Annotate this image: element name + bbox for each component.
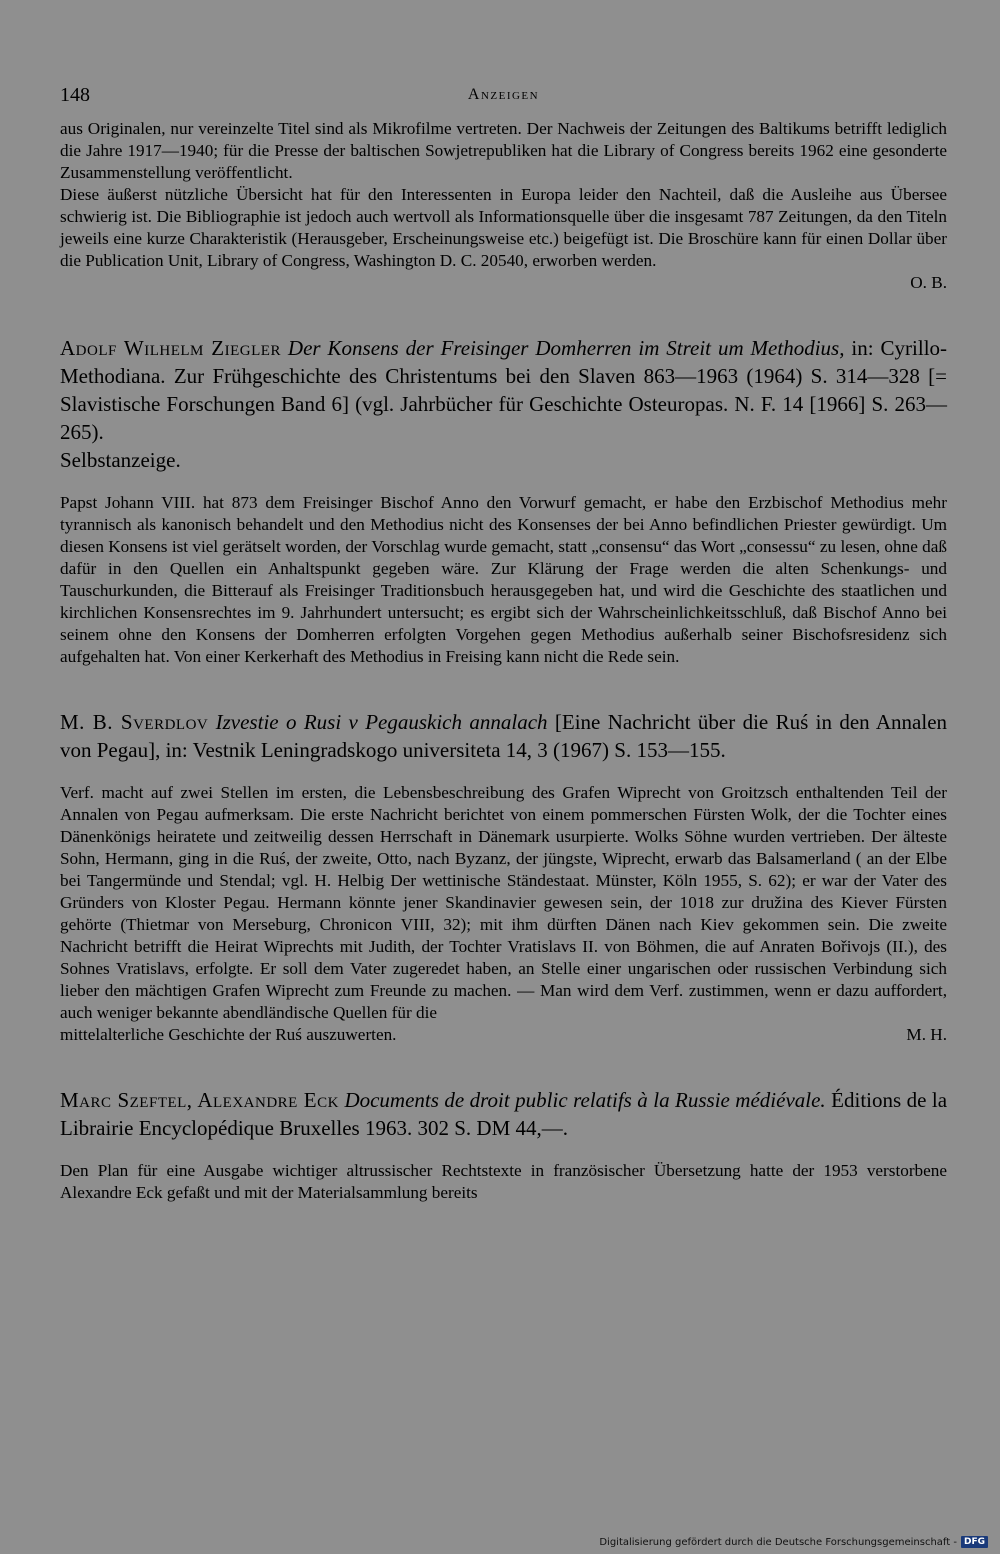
document-page [60,78,947,1204]
entry-2-closing-text: mittelalterliche Geschichte der Ruś auszuwerten. [60,1025,397,1044]
entry-1-body: Papst Johann VIII. hat 873 dem Freisinger Bischof Anno den Vorwurf gemacht, er habe den Erzbischof Methodius mehr tyrannisch als kanonisch behandelt und den Methodius nicht des Konsenses der bei Anno befindlichen Priester gewürdigt. Um diesen Konsens ist viel gerätselt worden, der Vorschlag wurde gemacht, statt „consensu“ das Wort „consessu“ zu lesen, ohne daß dafür in den Quellen ein Anhaltspunkt gegeben wäre. Zur Klärung der Frage werden die alten Schenkungs- und Tauschurkunden, die Bitterauf als Freisinger Traditionsbuch herausgegeben hat, und wird die Geschichte des staatlichen und kirchlichen Konsensrechtes im 9. Jahrhundert untersucht; es ergibt sich der Wahrscheinlichkeitsschluß, daß Bischof Anno bei seinem ohne den Konsens der Domherren erfolgten Vorgehen gegen Methodius außerhalb seiner Bischofsresidenz sich aufgehalten hat. Von einer Kerkerhaft des Methodius in Freising kann nicht die Rede sein. [60,493,947,666]
page-number: 148 [60,84,90,106]
footer-text: Digitalisierung gefördert durch die Deutsche Forschungsgemeinschaft - [599,1536,957,1548]
entry-1-citation: in: Cyrillo-Methodiana. Zur Frühgeschichte des Christentums bei den Slaven 863—1963 (1964) S. 314—328 [= Slavistische Forschungen Band 6] (vgl. Jahrbücher für Geschichte Osteuropas. N. F. 14 [1966] S. 263—265). [60,336,948,444]
entry-2-last-line [60,1024,947,1046]
page-header [60,78,947,118]
entry-2-heading [60,708,947,764]
entry-3-heading [60,1086,947,1142]
entry-3-title: Documents de droit public relatifs à la Russie médiévale. [344,1088,826,1112]
entry-2-body: Verf. macht auf zwei Stellen im ersten, die Lebensbeschreibung des Grafen Wiprecht von Groitzsch enthaltenden Teil der Annalen von Pegau aufmerksam. Die erste Nachricht berichtet von einem pommerschen Fürsten Wolk, der die Tochter eines Dänenkönigs heiratete und zeitweilig dessen Herrschaft in Dänemark usurpierte. Wolks Söhne wurden vertrieben. Der älteste Sohn, Hermann, ging in die Ruś, der zweite, Otto, nach Byzanz, der jüngste, Wiprecht, erwarb das Balsamerland ( an der Elbe bei Tangermünde und Stendal; vgl. H. Helbig Der wettinische Ständestaat. Münster, Köln 1955, S. 62); er war der Vater des Gründers von Kloster Pegau. Hermann könnte jener Skandinavier gewesen sein, der 1018 zur družina des Kiever Fürsten gehörte (Thietmar von Merseburg, Chronicon VIII, 32); mit ihm dürften Dänen nach Kiev gekommen sein. Die zweite Nachricht betrifft die Heirat Wiprechts mit Judith, der Tochter Vratislavs II. von Böhmen, die auf Anraten Bořivojs (II.), des Sohnes Vratislavs, erfolgte. Er soll dem Vater zugeredet haben, an Stelle einer ungarischen oder russischen Verbindung sich lieber den mächtigen Grafen Wiprecht zum Freunde zu machen. — Man wird dem Verf. zustimmen, wenn er dazu auffordert, auch weniger bekannte abendländische Quellen für die [60,783,947,1022]
entry-1-author: Adolf Wilhelm Ziegler [60,336,281,360]
entry-2-title: Izvestie o Rusi v Pegauskich annalach [215,710,548,734]
entry-3-author: Marc Szeftel, Alexandre Eck [60,1088,339,1112]
intro-paragraph-2: Diese äußerst nützliche Übersicht hat für den Interessenten in Europa leider den Nachteil, daß die Ausleihe aus Übersee schwierig ist. Die Bibliographie ist jedoch auch wertvoll als Informationsquelle über die insgesamt 787 Zeitungen, da den Titeln jeweils eine kurze Charakteristik (Herausgeber, Erscheinungsweise etc.) beigefügt ist. Die Broschüre kann für einen Dollar über die Publication Unit, Library of Congress, Washington D. C. 20540, erworben werden. [60,185,947,270]
entry-2-citation: [Eine Nachricht über die Ruś in den Annalen von Pegau], in: Vestnik Leningradskogo universiteta 14, 3 (1967) S. 153—155. [60,710,948,762]
entry-3-citation: Éditions de la Librairie Encyclopédique Bruxelles 1963. 302 S. DM 44,—. [60,1088,948,1140]
entry-3-body: Den Plan für eine Ausgabe wichtiger altrussischer Rechtstexte in französischer Übersetzung hatte der 1953 verstorbene Alexandre Eck gefaßt und mit der Materialsammlung bereits [60,1161,947,1202]
running-head: Anzeigen [467,86,540,103]
entry-2-author: M. B. Sverdlov [60,710,209,734]
intro-signature: O. B. [910,273,947,292]
entry-2-signature: M. H. [906,1025,947,1044]
entry-1-note: Selbstanzeige. [60,448,181,472]
intro-paragraph-1: aus Originalen, nur vereinzelte Titel sind als Mikrofilme vertreten. Der Nachweis der Zeitungen des Baltikums betrifft lediglich die Jahre 1917—1940; für die Presse der baltischen Sowjetrepubliken hat die Library of Congress bereits 1962 eine gesonderte Zusammenstellung veröffentlicht. [60,119,947,182]
dfg-logo: DFG [961,1536,988,1548]
entry-1-title: Der Konsens der Freisinger Domherren im Streit um Methodius, [287,336,845,360]
digitization-footer [599,1536,988,1548]
entry-1-heading [60,334,947,446]
